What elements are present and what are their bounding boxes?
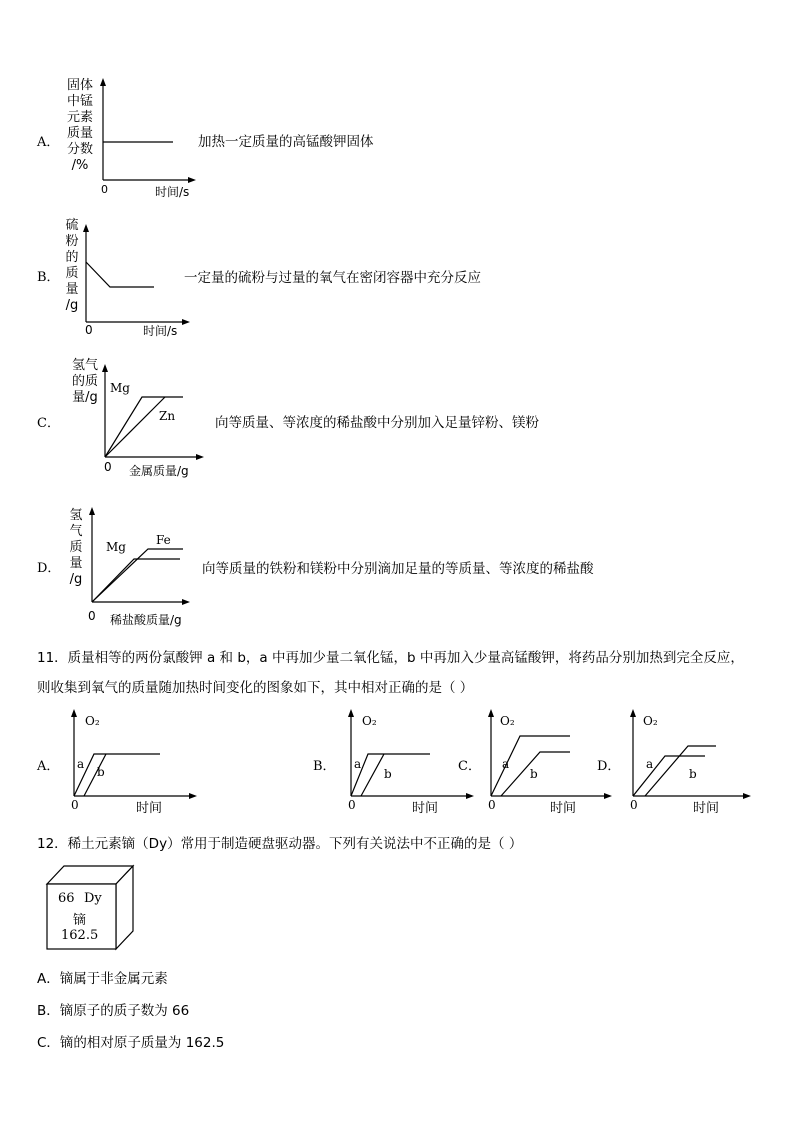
y-label-line: 的质 [71,374,98,389]
x-axis-label: 时间 [136,801,163,816]
curve-label-b: b [530,767,538,781]
y-label-line: 量 [69,556,83,571]
y-axis-label [68,358,102,406]
y-label-line: /g [65,298,79,313]
x-arrow [604,793,612,799]
y-label-line: 固体 [66,78,94,93]
y-label-line: 量 [65,282,79,297]
x-axis-label: 时间 [550,801,577,816]
y-axis-label: O₂ [500,714,515,728]
y-arrow [348,709,354,717]
series-fe-line [92,549,183,602]
x-axis-label: 时间/s [143,324,178,338]
x-arrow [182,599,190,605]
y-label-line: 分数 [66,142,93,157]
origin-label: 0 [71,798,79,812]
x-arrow [196,454,204,460]
series-mg-line [92,559,180,602]
q11-option-letter: C． [458,759,481,774]
y-arrow [630,709,636,717]
option-description: 一定量的硫粉与过量的氧气在密闭容器中充分反应 [184,270,481,286]
x-axis-label: 时间 [693,801,720,816]
series-mg-line [105,397,183,457]
y-label-line: 气 [69,524,83,539]
curve-label-b: b [689,767,697,781]
x-axis-label: 稀盐酸质量/g [110,613,182,627]
y-label-line: 粉 [65,234,79,249]
q11-option-letter: B． [313,759,336,774]
option-letter: B． [37,270,60,285]
y-label-line: 质量 [66,126,93,141]
option-letter: A． [37,135,60,150]
y-arrow [71,709,77,717]
x-arrow [182,319,190,325]
curve-label-b: b [97,765,105,779]
y-axis-label: O₂ [362,714,377,728]
series-label-zn: Zn [159,409,176,423]
origin-label: 0 [88,609,96,623]
choice-c: C．镝的相对原子质量为 162.5 [37,1035,225,1051]
y-axis-label [66,508,86,588]
y-label-line: 质 [65,266,79,281]
curve-label-a: a [646,757,654,771]
x-axis-label: 时间 [412,801,439,816]
question-12-stem: 12．稀土元素镝（Dy）常用于制造硬盘驱动器。下列有关说法中不正确的是（ ） [37,836,523,852]
series-label-mg: Mg [106,540,126,554]
x-axis-label: 金属质量/g [129,464,189,478]
y-axis-label [60,78,100,174]
origin-label: 0 [348,798,356,812]
curve-label-a: a [354,757,362,771]
y-arrow [89,507,95,515]
origin-label: 0 [85,323,93,337]
data-line [86,262,154,287]
y-label-line: 氢 [69,508,83,523]
y-label-line: /g [69,572,83,587]
x-arrow [189,793,197,799]
origin-label: 0 [488,798,496,812]
element-number: 66 [58,891,75,906]
y-label-line: 量/g [72,390,98,405]
y-label-line: 质 [69,540,83,555]
option-letter: C． [37,416,60,431]
series-label-mg: Mg [110,381,130,395]
x-arrow [466,793,474,799]
x-axis-label: 时间/s [155,185,190,199]
x-arrow [743,793,751,799]
y-arrow [83,224,89,232]
option-description: 加热一定质量的高锰酸钾固体 [198,134,374,150]
y-axis-label: O₂ [85,714,100,728]
curve-label-b: b [384,767,392,781]
series-label-fe: Fe [156,533,171,547]
element-name: 镝 [73,913,87,928]
choice-b: B．镝原子的质子数为 66 [37,1003,190,1019]
choice-a: A．镝属于非金属元素 [37,971,168,987]
question-11-stem: 则收集到氧气的质量随加热时间变化的图象如下，其中相对正确的是（ ） [37,680,474,696]
y-label-line: 硫 [65,218,79,233]
origin-label: 0 [104,460,112,474]
element-mass: 162.5 [61,928,99,943]
y-label-line: 氢气 [71,358,98,373]
element-box-frame [0,0,1,1]
y-label-line: /% [71,158,89,173]
y-axis-label [62,218,82,314]
curve-b [361,754,384,796]
y-label-line: 的 [65,250,79,265]
y-arrow [488,709,494,717]
origin-label: 0 [630,798,638,812]
series-zn-line [105,397,165,457]
curve-label-a: a [502,757,510,771]
y-label-line: 中锰 [66,94,93,109]
curve-label-a: a [77,757,85,771]
origin-label: 0 [101,183,108,196]
q11-option-letter: A． [37,759,60,774]
y-arrow [102,364,108,372]
y-axis-label: O₂ [643,714,658,728]
y-arrow [100,78,106,86]
option-letter: D． [37,561,61,576]
element-symbol: Dy [84,891,102,906]
q11-option-letter: D． [597,759,621,774]
option-description: 向等质量、等浓度的稀盐酸中分别加入足量锌粉、镁粉 [215,415,539,431]
curve-b [645,746,716,796]
option-description: 向等质量的铁粉和镁粉中分别滴加足量的等质量、等浓度的稀盐酸 [202,561,594,577]
y-label-line: 元素 [66,110,93,125]
question-11-stem: 11．质量相等的两份氯酸钾 a 和 b，a 中再加少量二氧化锰，b 中再加入少量高锰酸钾，将药品分别加热到完全反应， [37,650,744,666]
